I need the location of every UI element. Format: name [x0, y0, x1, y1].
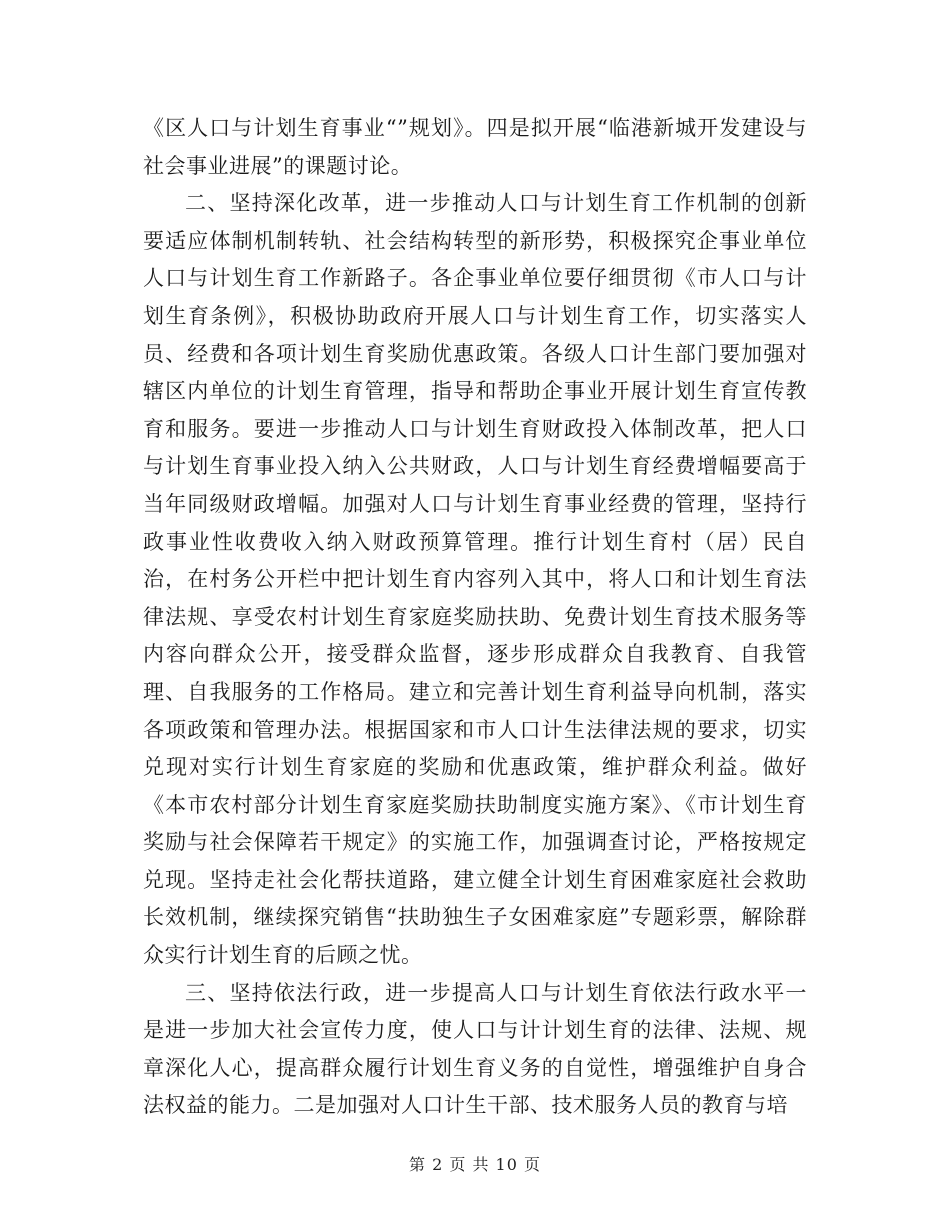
paragraph-section-two: 二、坚持深化改革，进一步推动人口与计划生育工作机制的创新要适应体制机制转轨、社会结构转型的新形势，积极探究企事业单位人口与计划生育工作新路子。各企事业单位要仔细贯彻《市人口与计划生育条例》，积极协助政府开展人口与计划生育工作，切实落实人员、经费和各项计划生育奖励优惠政策。各级人口计生部门要加强对辖区内单位的计划生育管理，指导和帮助企事业开展计划生育宣传教育和服务。要进一步推动人口与计划生育财政投入体制改革，把人口与计划生育事业投入纳入公共财政，人口与计划生育经费增幅要高于当年同级财政增幅。加强对人口与计划生育事业经费的管理，坚持行政事业性收费收入纳入财政预算管理。推行计划生育村（居）民自治，在村务公开栏中把计划生育内容列入其中，将人口和计划生育法律法规、享受农村计划生育家庭奖励扶助、免费计划生育技术服务等内容向群众公开，接受群众监督，逐步形成群众自我教育、自我管理、自我服务的工作格局。建立和完善计划生育利益导向机制，落实各项政策和管理办法。根据国家和市人口计生法律法规的要求，切实兑现对实行计划生育家庭的奖励和优惠政策，维护群众利益。做好《本市农村部分计划生育家庭奖励扶助制度实施方案》、《市计划生育奖励与社会保障若干规定》的实施工作，加强调查讨论，严格按规定兑现。坚持走社会化帮扶道路，建立健全计划生育困难家庭社会救助长效机制，继续探究销售“扶助独生子女困难家庭”专题彩票，解除群众实行计划生育的后顾之忧。	[143, 191, 807, 968]
paragraph-continuation: 《区人口与计划生育事业“”规划》。四是拟开展“临港新城开发建设与社会事业进展”的课题讨论。	[143, 116, 807, 178]
page-number-footer: 第 2 页 共 10 页	[409, 1155, 541, 1174]
document-body	[143, 110, 807, 1125]
paragraph-section-three: 三、坚持依法行政，进一步提高人口与计划生育依法行政水平一是进一步加大社会宣传力度，使人口与计计划生育的法律、法规、规章深化人心，提高群众履行计划生育义务的自觉性，增强维护自身合法权益的能力。二是加强对人口计生干部、技术服务人员的教育与培	[143, 980, 807, 1118]
